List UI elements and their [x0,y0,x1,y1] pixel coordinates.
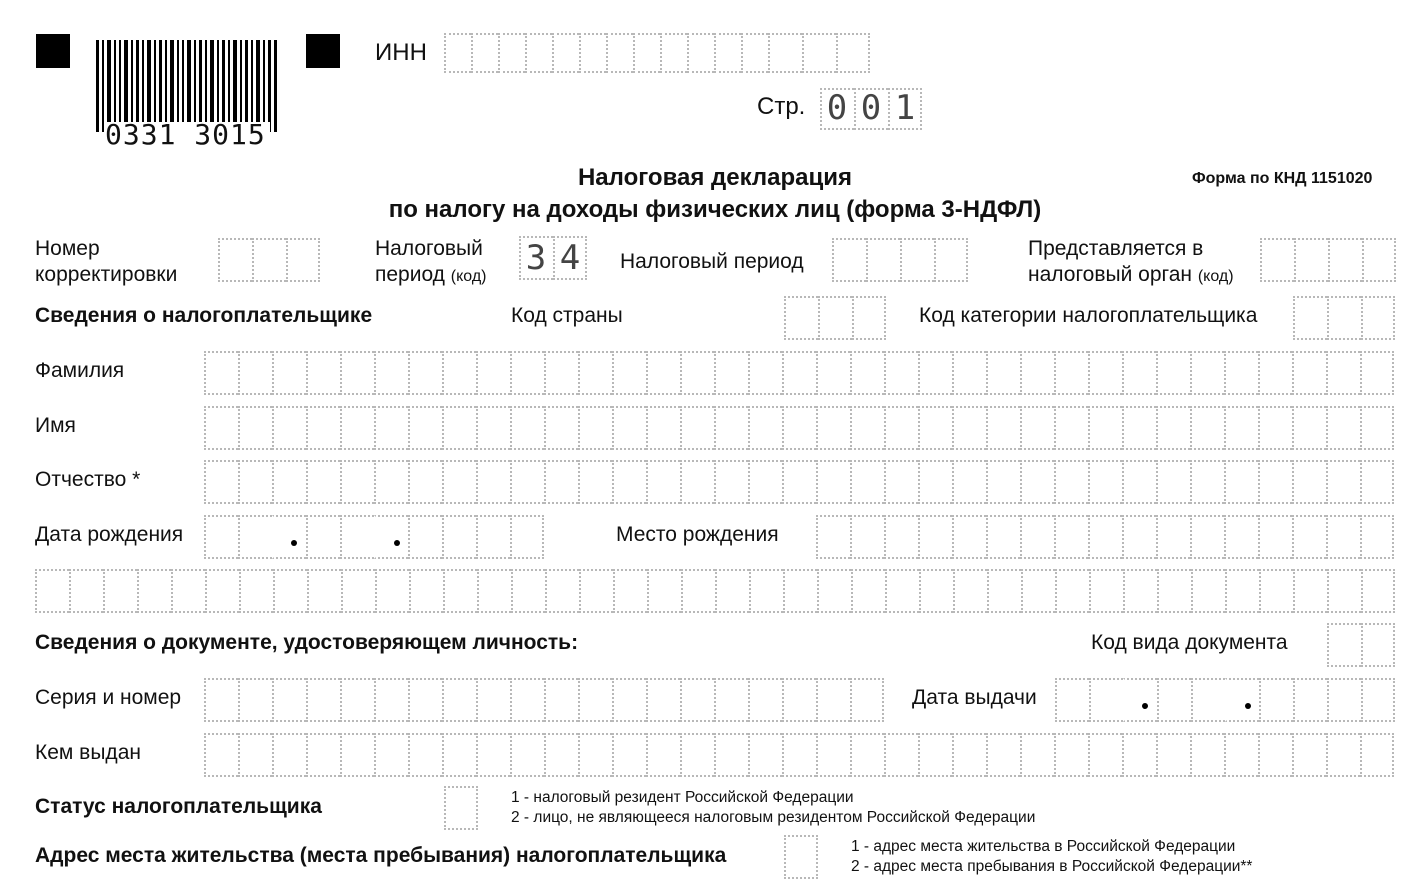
char-cell[interactable] [272,460,306,504]
char-cell[interactable] [1157,569,1191,613]
char-cell[interactable] [238,460,272,504]
birth-date-separator-2 [394,540,400,546]
char-cell[interactable] [578,678,612,722]
char-cell[interactable] [510,460,544,504]
char-cell[interactable] [919,569,953,613]
char-cell[interactable] [1292,351,1326,395]
char-cell[interactable] [510,733,544,777]
char-cell[interactable] [1258,515,1292,559]
char-cell[interactable] [579,569,613,613]
char-cell[interactable] [884,515,918,559]
char-cell[interactable] [442,733,476,777]
document-type-field[interactable] [1327,623,1395,667]
char-cell[interactable] [646,733,680,777]
char-cell[interactable] [239,569,273,613]
char-cell[interactable] [1360,515,1394,559]
category-code-label: Код категории налогоплательщика [919,304,1258,327]
char-cell[interactable] [1225,569,1259,613]
char-cell[interactable] [477,569,511,613]
char-cell[interactable] [341,569,375,613]
issue-date-label: Дата выдачи [912,686,1037,709]
char-cell[interactable] [374,678,408,722]
taxpayer-section-label: Сведения о налогоплательщике [35,304,373,327]
series-number-field[interactable] [204,678,884,722]
char-cell[interactable] [714,406,748,450]
char-cell[interactable] [1054,351,1088,395]
char-cell[interactable] [1224,351,1258,395]
char-cell[interactable] [1327,569,1361,613]
char-cell[interactable] [1020,733,1054,777]
char-cell[interactable] [680,351,714,395]
char-cell[interactable] [204,678,238,722]
char-cell[interactable] [1190,351,1224,395]
tax-period-digit-1: 3 [525,238,547,278]
series-number-label: Серия и номер [35,686,182,709]
char-cell[interactable] [272,406,306,450]
char-cell[interactable] [986,351,1020,395]
char-cell[interactable] [137,569,171,613]
char-cell[interactable] [1054,733,1088,777]
country-code-label: Код страны [511,304,623,327]
char-cell[interactable] [374,733,408,777]
char-cell[interactable] [1258,406,1292,450]
char-cell[interactable] [918,406,952,450]
correction-number-field[interactable] [218,238,320,282]
char-cell[interactable] [476,351,510,395]
char-cell[interactable] [850,515,884,559]
char-cell[interactable] [748,460,782,504]
char-cell[interactable] [374,406,408,450]
title-line-1: Налоговая декларация [577,164,853,191]
char-cell[interactable] [1088,351,1122,395]
char-cell[interactable] [714,351,748,395]
address-type-field[interactable] [784,835,818,879]
surname-label: Фамилия [35,359,125,382]
char-cell[interactable] [782,406,816,450]
issue-date-field[interactable] [1055,678,1395,722]
char-cell[interactable] [476,406,510,450]
correction-label-2: корректировки [35,263,178,286]
char-cell[interactable] [1020,406,1054,450]
char-cell[interactable] [1360,406,1394,450]
char-cell[interactable] [1292,515,1326,559]
char-cell[interactable] [510,351,544,395]
authority-code-field[interactable] [1260,238,1396,282]
char-cell[interactable] [1122,351,1156,395]
char-cell[interactable] [680,460,714,504]
tax-period-code-label-2: период [375,263,445,286]
char-cell[interactable] [1122,460,1156,504]
char-cell[interactable] [578,733,612,777]
status-option-1: 1 - налоговый резидент Российской Федерации [511,789,854,806]
char-cell[interactable] [680,678,714,722]
birth-place-field-continued[interactable] [35,569,1395,613]
char-cell[interactable] [884,351,918,395]
birth-place-label: Место рождения [616,523,779,546]
char-cell[interactable] [375,569,409,613]
char-cell[interactable] [1224,460,1258,504]
issue-date-separator-1 [1142,703,1148,709]
char-cell[interactable] [306,460,340,504]
char-cell[interactable] [1259,569,1293,613]
char-cell[interactable] [918,460,952,504]
alignment-marker-right [306,34,340,68]
char-cell[interactable] [408,351,442,395]
char-cell[interactable] [816,515,850,559]
char-cell[interactable] [272,351,306,395]
char-cell[interactable] [918,733,952,777]
char-cell[interactable] [238,351,272,395]
char-cell[interactable] [1293,569,1327,613]
name-field[interactable] [204,406,1394,450]
char-cell[interactable] [1021,569,1055,613]
char-cell[interactable] [578,351,612,395]
char-cell[interactable] [1326,515,1360,559]
char-cell[interactable] [783,569,817,613]
char-cell[interactable] [374,351,408,395]
char-cell[interactable] [578,460,612,504]
char-cell[interactable] [612,406,646,450]
char-cell[interactable] [103,569,137,613]
char-cell[interactable] [748,733,782,777]
char-cell[interactable] [612,351,646,395]
char-cell[interactable] [1122,733,1156,777]
char-cell[interactable] [544,460,578,504]
char-cell[interactable] [1054,406,1088,450]
char-cell[interactable] [340,460,374,504]
char-cell[interactable] [782,460,816,504]
char-cell[interactable] [545,569,579,613]
document-type-label: Код вида документа [1091,631,1288,654]
status-field[interactable] [444,786,478,830]
char-cell[interactable] [69,569,103,613]
address-label: Адрес места жительства (места пребывания) налогоплательщика [35,844,727,867]
char-cell[interactable] [680,406,714,450]
char-cell[interactable] [986,406,1020,450]
char-cell[interactable] [442,460,476,504]
char-cell[interactable] [1123,569,1157,613]
surname-field[interactable] [204,351,1394,395]
char-cell[interactable] [680,733,714,777]
char-cell[interactable] [544,406,578,450]
char-cell[interactable] [510,678,544,722]
tax-period-code-label-1: Налоговый [375,237,483,260]
tax-period-code-label-3: (код) [450,268,487,285]
address-option-1: 1 - адрес места жительства в Российской Федерации [851,838,1236,855]
country-code-field[interactable] [784,296,886,340]
char-cell[interactable] [1360,351,1394,395]
char-cell[interactable] [306,733,340,777]
tax-period-field[interactable] [832,238,968,282]
char-cell[interactable] [374,460,408,504]
char-cell[interactable] [340,406,374,450]
char-cell[interactable] [1292,406,1326,450]
patronymic-field[interactable] [204,460,1394,504]
char-cell[interactable] [1156,406,1190,450]
char-cell[interactable] [273,569,307,613]
issue-date-separator-2 [1245,703,1251,709]
char-cell[interactable] [1326,351,1360,395]
char-cell[interactable] [918,515,952,559]
char-cell[interactable] [408,460,442,504]
char-cell[interactable] [952,351,986,395]
document-section-label: Сведения о документе, удостоверяющем личность: [35,631,579,654]
char-cell[interactable] [1088,406,1122,450]
char-cell[interactable] [1361,569,1395,613]
char-cell[interactable] [612,460,646,504]
char-cell[interactable] [306,406,340,450]
status-option-2: 2 - лицо, не являющееся налоговым резидентом Российской Федерации [511,809,1036,826]
birth-date-field[interactable] [204,515,544,559]
char-cell[interactable] [952,460,986,504]
char-cell[interactable] [1258,351,1292,395]
char-cell[interactable] [1088,515,1122,559]
char-cell[interactable] [748,678,782,722]
authority-label-2: налоговый орган [1028,263,1192,286]
char-cell[interactable] [952,515,986,559]
char-cell[interactable] [442,406,476,450]
char-cell[interactable] [884,406,918,450]
char-cell[interactable] [646,406,680,450]
char-cell[interactable] [1224,733,1258,777]
char-cell[interactable] [340,678,374,722]
char-cell[interactable] [816,733,850,777]
char-cell[interactable] [1258,733,1292,777]
birth-date-separator-1 [291,540,297,546]
char-cell[interactable] [1190,515,1224,559]
char-cell[interactable] [816,678,850,722]
char-cell[interactable] [1292,733,1326,777]
char-cell[interactable] [782,678,816,722]
birth-date-label: Дата рождения [35,523,184,546]
char-cell[interactable] [987,569,1021,613]
tax-period-label: Налоговый период [620,250,804,273]
char-cell[interactable] [986,515,1020,559]
char-cell[interactable] [646,678,680,722]
authority-label-3: (код) [1197,268,1234,285]
char-cell[interactable] [1055,569,1089,613]
char-cell[interactable] [1122,406,1156,450]
char-cell[interactable] [442,678,476,722]
char-cell[interactable] [714,460,748,504]
page-digit-3: 1 [894,88,916,128]
char-cell[interactable] [340,733,374,777]
char-cell[interactable] [408,733,442,777]
char-cell[interactable] [817,569,851,613]
char-cell[interactable] [612,678,646,722]
char-cell[interactable] [443,569,477,613]
char-cell[interactable] [205,569,239,613]
char-cell[interactable] [171,569,205,613]
char-cell[interactable] [953,569,987,613]
char-cell[interactable] [578,406,612,450]
char-cell[interactable] [204,733,238,777]
char-cell[interactable] [1360,733,1394,777]
char-cell[interactable] [1156,460,1190,504]
char-cell[interactable] [952,406,986,450]
inn-field[interactable] [444,33,870,73]
char-cell[interactable] [850,460,884,504]
char-cell[interactable] [782,733,816,777]
char-cell[interactable] [1020,515,1054,559]
char-cell[interactable] [986,460,1020,504]
char-cell[interactable] [306,678,340,722]
char-cell[interactable] [1054,515,1088,559]
char-cell[interactable] [782,351,816,395]
char-cell[interactable] [1258,460,1292,504]
char-cell[interactable] [544,351,578,395]
birth-place-field[interactable] [816,515,1394,559]
inn-label: ИНН [375,39,427,66]
char-cell[interactable] [816,351,850,395]
char-cell[interactable] [850,351,884,395]
char-cell[interactable] [306,351,340,395]
char-cell[interactable] [409,569,443,613]
char-cell[interactable] [850,733,884,777]
char-cell[interactable] [476,460,510,504]
char-cell[interactable] [986,733,1020,777]
char-cell[interactable] [884,733,918,777]
page-digit-1: 0 [826,88,848,128]
char-cell[interactable] [646,351,680,395]
patronymic-label: Отчество * [35,468,141,491]
char-cell[interactable] [1326,460,1360,504]
char-cell[interactable] [714,678,748,722]
char-cell[interactable] [918,351,952,395]
char-cell[interactable] [204,460,238,504]
char-cell[interactable] [1054,460,1088,504]
page-digit-2: 0 [860,88,882,128]
char-cell[interactable] [340,351,374,395]
char-cell[interactable] [1156,515,1190,559]
char-cell[interactable] [1088,460,1122,504]
char-cell[interactable] [850,406,884,450]
char-cell[interactable] [885,569,919,613]
char-cell[interactable] [647,569,681,613]
char-cell[interactable] [715,569,749,613]
char-cell[interactable] [476,733,510,777]
char-cell[interactable] [544,678,578,722]
char-cell[interactable] [204,351,238,395]
char-cell[interactable] [1156,733,1190,777]
char-cell[interactable] [544,733,578,777]
barcode-number: 0331 3015 [105,118,266,151]
char-cell[interactable] [510,406,544,450]
status-label: Статус налогоплательщика [35,795,322,818]
char-cell[interactable] [1326,406,1360,450]
char-cell[interactable] [1224,406,1258,450]
char-cell[interactable] [1122,515,1156,559]
char-cell[interactable] [1292,460,1326,504]
char-cell[interactable] [850,678,884,722]
char-cell[interactable] [714,733,748,777]
char-cell[interactable] [1190,460,1224,504]
char-cell[interactable] [851,569,885,613]
char-cell[interactable] [1190,406,1224,450]
char-cell[interactable] [1326,733,1360,777]
char-cell[interactable] [408,678,442,722]
char-cell[interactable] [884,460,918,504]
char-cell[interactable] [816,406,850,450]
char-cell[interactable] [272,733,306,777]
char-cell[interactable] [952,733,986,777]
char-cell[interactable] [1089,569,1123,613]
char-cell[interactable] [476,678,510,722]
char-cell[interactable] [748,406,782,450]
char-cell[interactable] [612,733,646,777]
name-label: Имя [35,414,76,437]
char-cell[interactable] [681,569,715,613]
char-cell[interactable] [1224,515,1258,559]
char-cell[interactable] [272,678,306,722]
char-cell[interactable] [613,569,647,613]
char-cell[interactable] [408,406,442,450]
char-cell[interactable] [1190,733,1224,777]
issued-by-field[interactable] [204,733,1394,777]
char-cell[interactable] [749,569,783,613]
char-cell[interactable] [511,569,545,613]
address-option-2: 2 - адрес места пребывания в Российской Федерации** [851,858,1253,875]
char-cell[interactable] [1088,733,1122,777]
issued-by-label: Кем выдан [35,741,141,764]
char-cell[interactable] [238,406,272,450]
char-cell[interactable] [1020,351,1054,395]
tax-period-digit-2: 4 [559,238,581,278]
char-cell[interactable] [307,569,341,613]
correction-label-1: Номер [35,237,100,260]
authority-label-1: Представляется в [1028,237,1204,260]
char-cell[interactable] [204,406,238,450]
char-cell[interactable] [442,351,476,395]
title-line-2: по налогу на доходы физических лиц (форма 3-НДФЛ) [388,196,1042,223]
char-cell[interactable] [1020,460,1054,504]
alignment-marker-left [36,34,70,68]
char-cell[interactable] [1191,569,1225,613]
char-cell[interactable] [238,678,272,722]
char-cell[interactable] [816,460,850,504]
form-code: Форма по КНД 1151020 [1192,170,1373,187]
page-label: Стр. [757,93,806,120]
char-cell[interactable] [35,569,69,613]
char-cell[interactable] [1156,351,1190,395]
category-code-field[interactable] [1293,296,1395,340]
char-cell[interactable] [1360,460,1394,504]
char-cell[interactable] [646,460,680,504]
char-cell[interactable] [748,351,782,395]
char-cell[interactable] [238,733,272,777]
